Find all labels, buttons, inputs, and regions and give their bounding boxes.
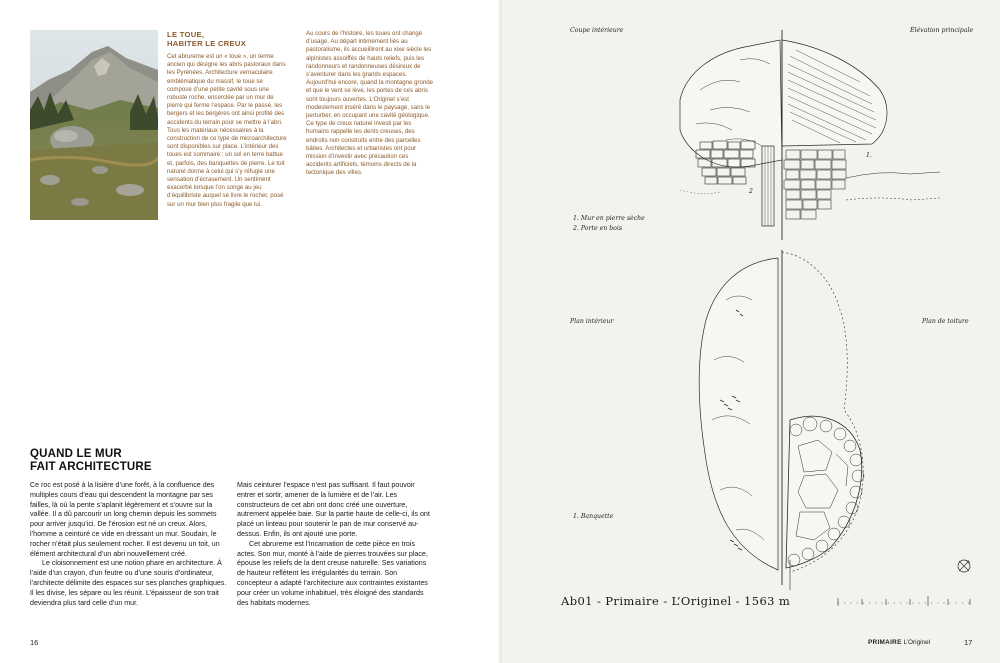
label-coupe-interieure: Coupe intérieure <box>570 27 624 34</box>
scale-bar <box>838 596 970 606</box>
body-column-2 <box>237 481 434 608</box>
north-arrow-icon <box>958 560 970 572</box>
body-paragraph: Cet abrureme est l’incarnation de cette pièce en trois actes. Son mur, monté à l’aide de pierres trouvées sur place, épouse les reliefs de la dent creuse naturelle. Ses variations de hauteur reflètent les irrégularités du terrain. Son concepteur a adapté l’architecture aux contraintes existantes pour créer un volume inhabituel, très éloigné des standards des habitats modernes. <box>237 539 428 607</box>
label-plan-toiture: Plan de toiture <box>922 318 969 325</box>
body-column-1 <box>30 481 227 608</box>
page-number-right: 17 <box>964 638 973 647</box>
running-subsection: L’Originel <box>903 639 931 646</box>
running-footer <box>868 639 930 646</box>
intro-column <box>167 30 287 209</box>
body-paragraph: Ce roc est posé à la lisière d’une forêt, à la confluence des multiples cours d’eau qui descendent la montagne par ses failles, là où la pente s’aplanit légèrement et s’ouvre sur la vallée. Il a dû parcourir un long chemin depuis les sommets pour arriver jusqu’ici. De l’érosion est né un creux. Alors, l’homme a ceinturé ce vide en dressant un mur. Soudain, le rocher n’était plus seulement rocher. Il est devenu un toit, un élément architectural d’un abri nouvellement créé. <box>30 481 220 558</box>
mountain-photo <box>30 30 158 220</box>
intro-text-2: Au cours de l’histoire, les toues ont changé d’usage. Au départ intimement liés au pastoralisme, ils accueillirent au xixe siècle les alpinistes assoiffés de hauts reliefs, puis les randonneurs et randonneuses désireux de s’aventurer dans les grands espaces. Aujourd’hui encore, quand la montagne gronde et que le vent se lève, les portes de ces abris sont toujours ouvertes. L’Originel s’est modestement inséré dans le paysage, sans le perturber, en occupant une cavité géologique. Ce type de creux naturel investi par les humains rappelle les dents creuses, des endroits non construits entre des parcelles bâties. Architectes et urbanistes ont pour mission d’investir avec précaution ces accidents artificiels, témoins directs de la tectonique des villes. <box>306 30 434 177</box>
body-paragraph: Mais ceinturer l’espace n’est pas suffisant. Il faut pouvoir entrer et sortir, amener de la lumière et de l’air. Les constructeurs de cet abri ont donc créé une ouverture, autrement appelée baie. Sur la partie haute de celle-ci, ils ont placé un linteau pour soutenir le pan de mur conservé au-dessus. Enfin, ils ont ajouté une porte. <box>237 481 430 538</box>
running-section: PRIMAIRE <box>868 639 902 646</box>
legend-mur: 1. Mur en pierre sèche <box>573 215 645 222</box>
section-elevation-drawing <box>680 30 940 240</box>
label-plan-interieur: Plan intérieur <box>570 318 614 325</box>
page-number-left: 16 <box>30 638 39 647</box>
section-heading: QUAND LE MUR FAIT ARCHITECTURE <box>30 448 152 473</box>
intro-title: LE TOUE, HABITER LE CREUX <box>167 30 247 48</box>
legend-banquette: 1. Banquette <box>573 513 614 520</box>
body-paragraph: Le cloisonnement est une notion phare en architecture. À l’aide d’un crayon, d’un feutre ou d’une souris d’ordinateur, l’architecte délimite des espaces sur ses planches graphiques. Il les divise, les sépare ou les réunit. L’épaisseur de son trait deviendra plus tard celle d’un mur. <box>30 559 227 607</box>
architectural-drawings <box>500 0 1000 663</box>
marker-1: 1. <box>866 152 872 159</box>
legend-porte: 2. Porte en bois <box>573 225 623 232</box>
label-elevation-principale: Élévation principale <box>910 27 974 34</box>
plan-drawing <box>699 250 864 590</box>
intro-text: Cet abrureme est un « toue », un terme ancien qui désigne les abris pastoraux dans les Pyrénées. Architecture vernaculaire emblématique du massif, le toue se compose d’une petite cavité sous une robuste roche, encerclée par un mur de pierre qui ferme l’espace. Par le passé, les bergers et les bergères ont ainsi profité des accidents du terrain pour se mettre à l’abri. Tous les matériaux nécessaires à la construction de ce type de microarchitecture sont disponibles sur place. L’intérieur des toues est sommaire : un sol en terre battue et, parfois, des banquettes de pierre. Le toit naturel donne à celui qui s’y réfugie une sensation d’écrasement. Un sentiment exacerbé lorsque l’on songe au jeu d’équilibriste auquel se livre le rocher, posé sur un mur bien plus fragile que lui. <box>167 53 287 208</box>
drawing-caption: Ab01 - Primaire - L’Originel - 1563 m <box>561 594 791 608</box>
mountain-photo-image <box>30 30 158 220</box>
marker-2: 2 <box>749 188 753 195</box>
intro-column-2 <box>306 30 434 178</box>
